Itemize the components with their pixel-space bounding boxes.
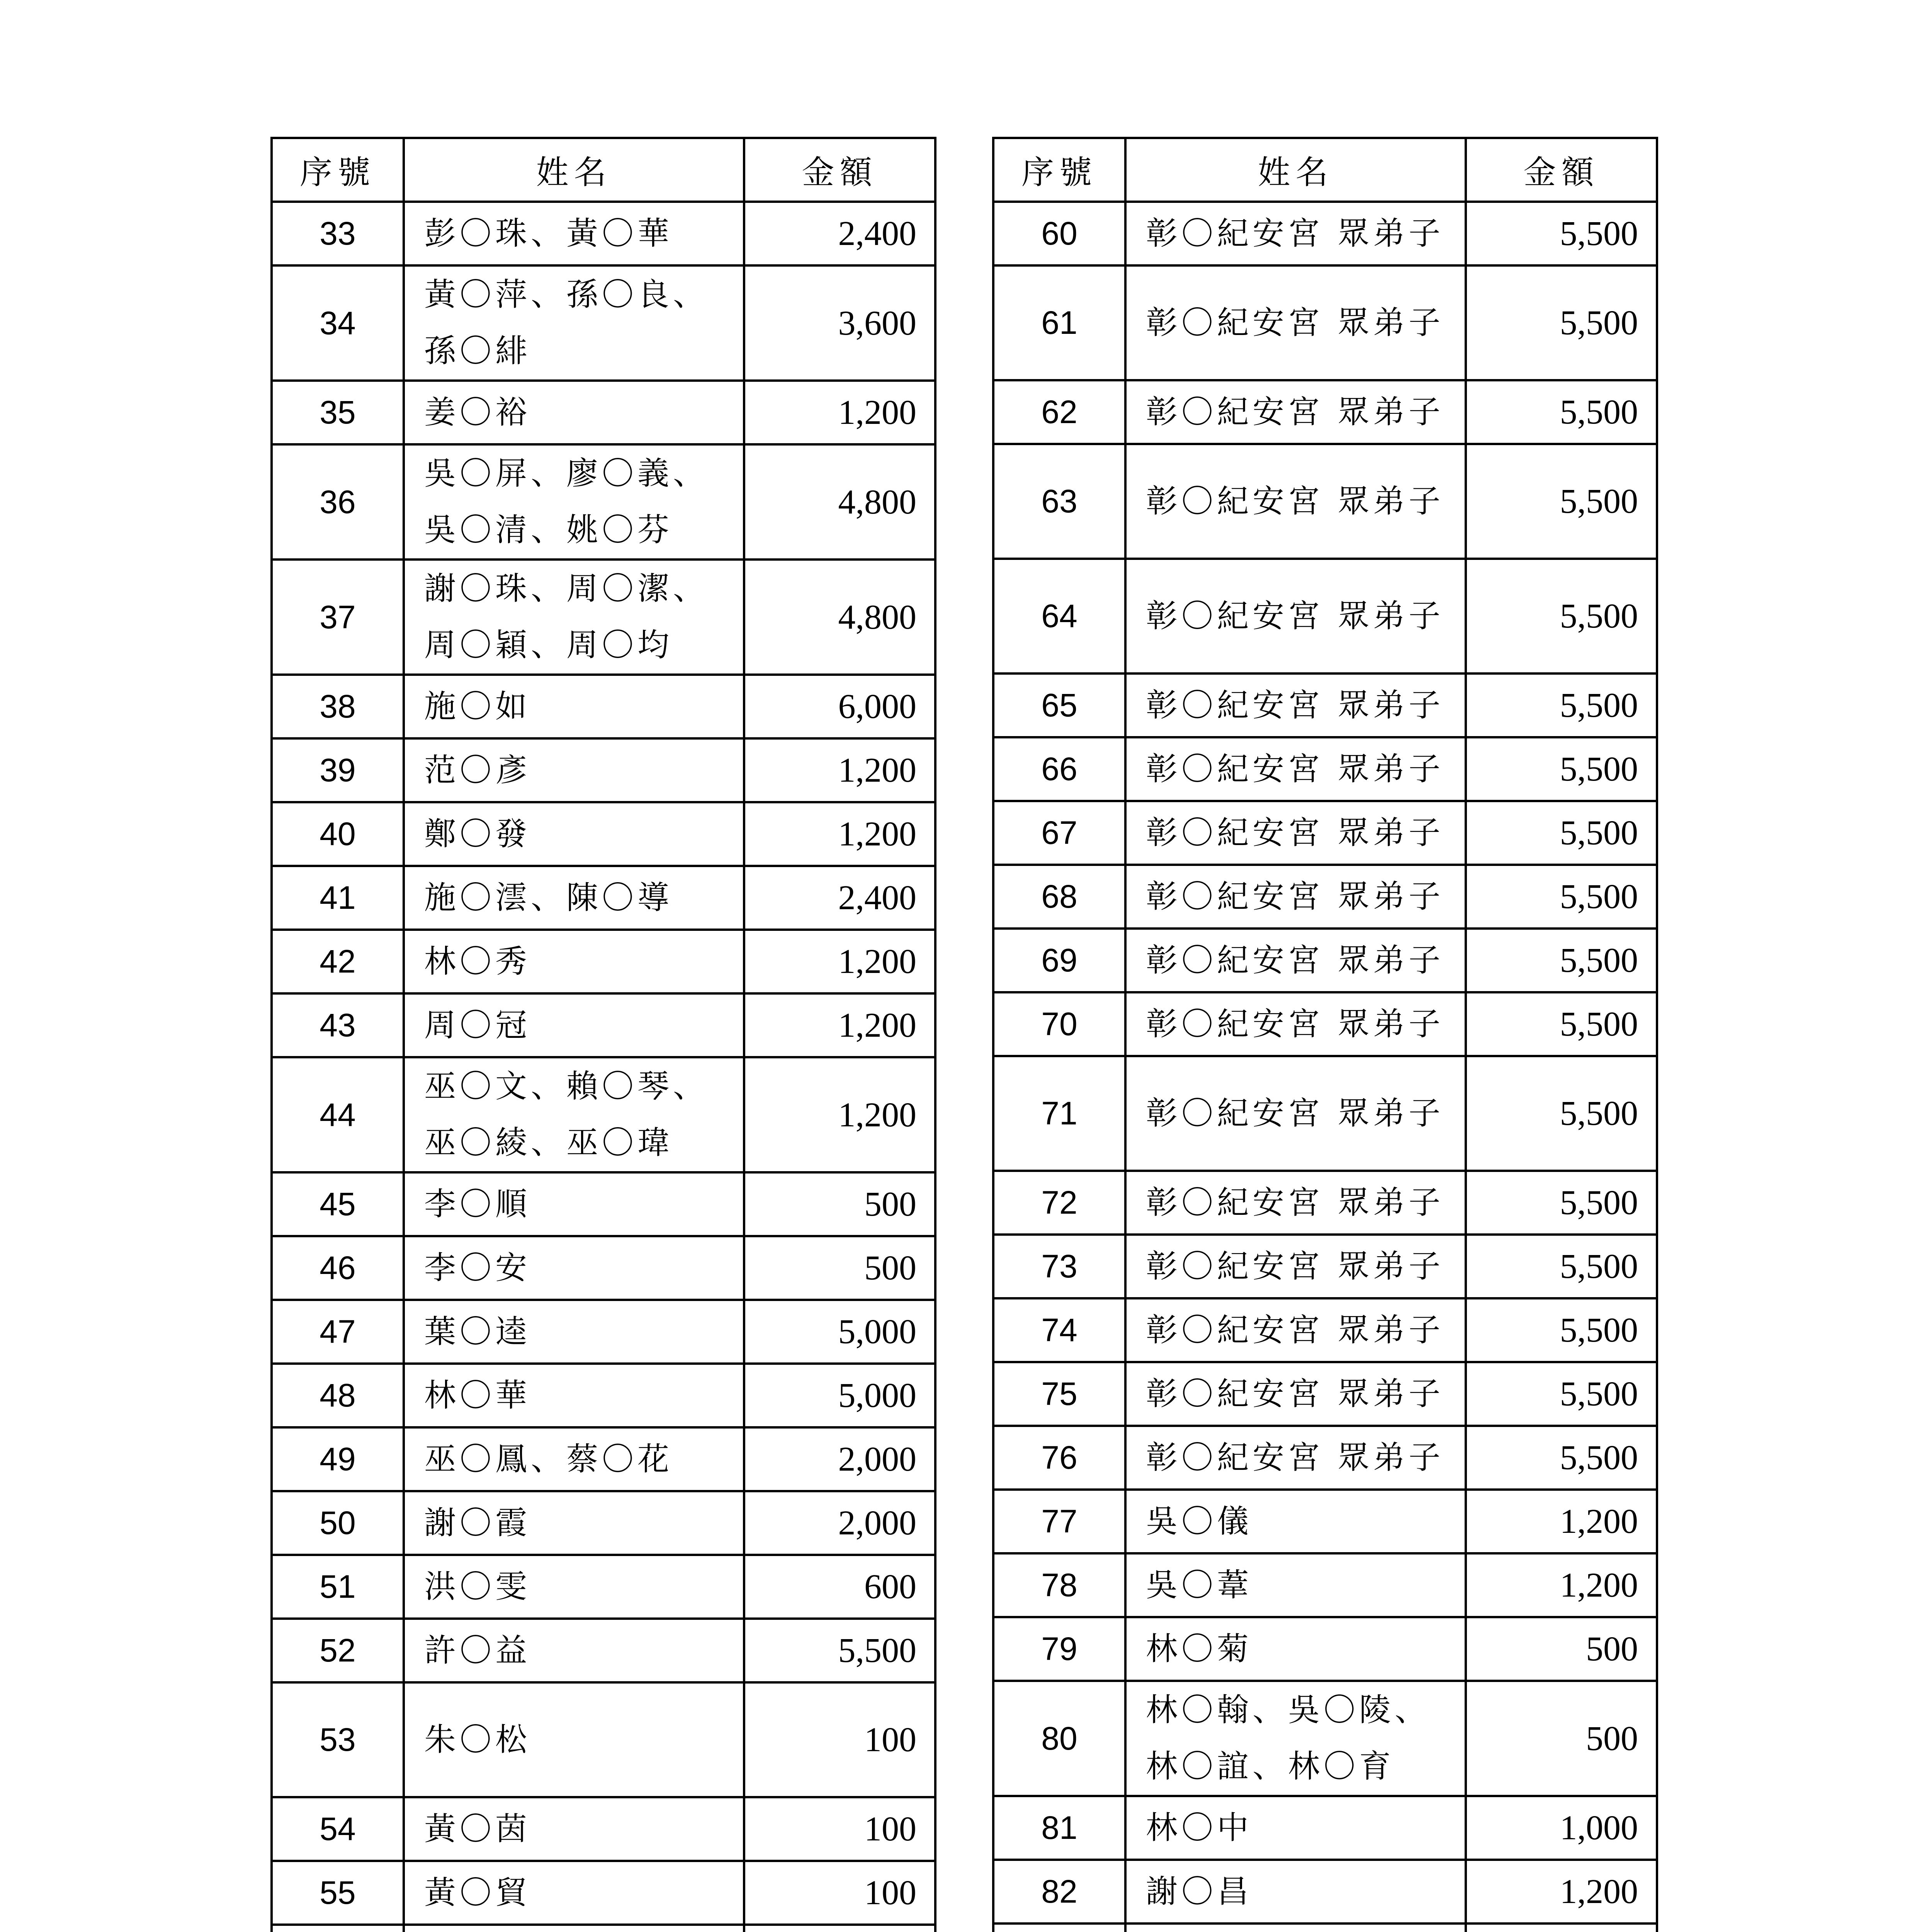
serial-number-cell: 63 [993,444,1125,559]
donor-name-cell: 彰〇紀安宮 眾弟子 [1125,202,1466,265]
table-row [993,380,1657,444]
amount-cell: 1,200 [744,738,935,802]
table-row [993,1426,1657,1490]
donor-name-cell: 洪〇雯 [404,1555,744,1619]
donor-name-cell: 彰〇紀安宮 眾弟子 [1125,1056,1466,1171]
table-row [272,1057,935,1172]
serial-number-cell: 66 [993,737,1125,801]
serial-number-cell: 72 [993,1171,1125,1235]
table-row [272,738,935,802]
donor-name-cell: 吳〇儀 [1125,1490,1466,1553]
donor-name-cell: 彰〇紀安宮 眾弟子 [1125,865,1466,929]
donor-name-cell: 鄭〇發 [404,802,744,866]
amount-cell: 5,500 [1466,737,1657,801]
donor-name-cell: 彰〇紀安宮 眾弟子 [1125,1171,1466,1235]
table-row [993,737,1657,801]
serial-number-cell: 48 [272,1364,404,1427]
table-row [993,673,1657,737]
donor-name-cell: 彰〇紀安宮 眾弟子 [1125,929,1466,992]
donor-name-cell: 林〇華 [404,1364,744,1427]
header-name: 姓名 [1125,138,1466,202]
amount-cell: 5,000 [744,1300,935,1364]
amount-cell: 2,000 [744,1491,935,1555]
serial-number-cell: 70 [993,992,1125,1056]
amount-cell: 5,500 [1466,1426,1657,1490]
table-row [272,930,935,993]
donor-name-cell: 許〇益 [404,1619,744,1682]
serial-number-cell: 50 [272,1491,404,1555]
header-amount: 金額 [1466,138,1657,202]
serial-number-cell: 78 [993,1553,1125,1617]
table-row [272,802,935,866]
donor-name-cell: 彰〇紀安宮 眾弟子 [1125,444,1466,559]
donor-name-cell: 謝〇霞 [404,1491,744,1555]
serial-number-cell: 68 [993,865,1125,929]
table-row [993,1171,1657,1235]
serial-number-cell: 54 [272,1797,404,1861]
table-header-row [993,138,1657,202]
donor-name-cell: 彰〇紀安宮 眾弟子 [1125,559,1466,673]
serial-number-cell: 43 [272,993,404,1057]
serial-number-cell: 62 [993,380,1125,444]
amount-cell: 1,200 [744,930,935,993]
table-row [993,1235,1657,1298]
serial-number-cell: 35 [272,381,404,444]
serial-number-cell: 49 [272,1427,404,1491]
table-row [272,1555,935,1619]
serial-number-cell: 67 [993,801,1125,865]
amount-cell: 5,500 [1466,992,1657,1056]
serial-number-cell: 47 [272,1300,404,1364]
donor-name-cell: 彰〇紀安宮 眾弟子 [1125,380,1466,444]
serial-number-cell [272,1925,404,1932]
table-row [272,202,935,265]
amount-cell: 100 [744,1682,935,1797]
amount-cell: 1,200 [1466,1490,1657,1553]
amount-cell: 1,200 [1466,1553,1657,1617]
serial-number-cell: 37 [272,560,404,675]
table-row [993,1681,1657,1796]
amount-cell: 4,800 [744,444,935,560]
serial-number-cell: 65 [993,673,1125,737]
table-row [993,1860,1657,1923]
donor-name-cell: 彰〇紀安宮 眾弟子 [1125,1362,1466,1426]
header-name: 姓名 [404,138,744,202]
table-row [272,265,935,381]
table-row [272,675,935,738]
table-row [272,1427,935,1491]
table-row [993,1796,1657,1860]
header-serial-number: 序號 [993,138,1125,202]
amount-cell: 3,600 [744,265,935,381]
amount-cell: 500 [1466,1681,1657,1796]
table-row [272,444,935,560]
amount-cell: 5,500 [1466,673,1657,737]
amount-cell: 5,500 [1466,265,1657,380]
donor-name-cell: 謝〇珠、周〇潔、 周〇穎、周〇均 [404,560,744,675]
table-row [272,866,935,930]
amount-cell: 1,200 [744,802,935,866]
amount-cell [744,1925,935,1932]
donor-name-cell: 彰〇紀安宮 眾弟子 [1125,737,1466,801]
table-row [993,1056,1657,1171]
donor-name-cell: 周〇冠 [404,993,744,1057]
amount-cell: 100 [744,1797,935,1861]
table-row [272,1861,935,1925]
serial-number-cell: 46 [272,1236,404,1300]
serial-number-cell: 55 [272,1861,404,1925]
serial-number-cell: 38 [272,675,404,738]
table-row [993,559,1657,673]
serial-number-cell: 33 [272,202,404,265]
amount-cell: 5,500 [1466,202,1657,265]
amount-cell: 1,200 [744,1057,935,1172]
donor-name-cell: 林〇菊 [1125,1617,1466,1681]
serial-number-cell: 44 [272,1057,404,1172]
header-serial-number: 序號 [272,138,404,202]
serial-number-cell: 79 [993,1617,1125,1681]
donor-name-cell: 黃〇萍、孫〇良、 孫〇緋 [404,265,744,381]
table-row [272,1619,935,1682]
amount-cell: 2,000 [744,1427,935,1491]
amount-cell: 2,400 [744,202,935,265]
table-row [993,929,1657,992]
serial-number-cell: 74 [993,1298,1125,1362]
amount-cell: 5,500 [1466,559,1657,673]
donor-name-cell [404,1925,744,1932]
donor-name-cell: 吳〇屏、廖〇義、 吳〇清、姚〇芬 [404,444,744,560]
amount-cell: 100 [744,1861,935,1925]
amount-cell: 5,500 [1466,801,1657,865]
donor-name-cell: 黃〇茵 [404,1797,744,1861]
table-row [272,993,935,1057]
donor-table-left [270,137,936,1932]
serial-number-cell: 34 [272,265,404,381]
donor-name-cell: 彰〇紀安宮 眾弟子 [1125,1426,1466,1490]
table-row [993,1362,1657,1426]
donor-name-cell: 彰〇紀安宮 眾弟子 [1125,1235,1466,1298]
amount-cell: 6,000 [744,675,935,738]
serial-number-cell: 81 [993,1796,1125,1860]
donor-name-cell: 朱〇松 [404,1682,744,1797]
donor-name-cell: 范〇彥 [404,738,744,802]
table-row [993,1617,1657,1681]
amount-cell: 1,200 [1466,1860,1657,1923]
amount-cell: 500 [744,1236,935,1300]
amount-cell: 5,500 [1466,865,1657,929]
amount-cell: 5,000 [744,1364,935,1427]
table-row [272,1682,935,1797]
donor-name-cell: 施〇澐、陳〇導 [404,866,744,930]
donor-name-cell: 李〇順 [404,1172,744,1236]
table-row [993,1553,1657,1617]
table-row [272,1491,935,1555]
donor-name-cell: 林〇秀 [404,930,744,993]
serial-number-cell: 40 [272,802,404,866]
serial-number-cell: 36 [272,444,404,560]
amount-cell: 5,500 [744,1619,935,1682]
amount-cell: 1,000 [1466,1796,1657,1860]
amount-cell: 1,200 [744,993,935,1057]
amount-cell: 4,800 [744,560,935,675]
table-row [272,560,935,675]
header-amount: 金額 [744,138,935,202]
table-row [993,265,1657,380]
table-row [272,1172,935,1236]
table-row [993,801,1657,865]
table-row [993,202,1657,265]
amount-cell: 5,500 [1466,1362,1657,1426]
donor-name-cell: 彰〇紀安宮 眾弟子 [1125,673,1466,737]
serial-number-cell: 42 [272,930,404,993]
amount-cell: 5,500 [1466,929,1657,992]
donor-name-cell: 吳〇葦 [1125,1553,1466,1617]
serial-number-cell: 75 [993,1362,1125,1426]
amount-cell: 5,500 [1466,444,1657,559]
donor-name-cell: 葉〇逵 [404,1300,744,1364]
table-row [272,1364,935,1427]
donor-name-cell: 黃〇貿 [404,1861,744,1925]
serial-number-cell: 39 [272,738,404,802]
donor-name-cell: 姜〇裕 [404,381,744,444]
donor-name-cell: 林〇翰、吳〇陵、 林〇誼、林〇育 [1125,1681,1466,1796]
table-row [272,1797,935,1861]
table-header-row [272,138,935,202]
amount-cell: 1,200 [744,381,935,444]
serial-number-cell: 53 [272,1682,404,1797]
serial-number-cell: 52 [272,1619,404,1682]
table-row [272,381,935,444]
serial-number-cell: 61 [993,265,1125,380]
table-row [993,865,1657,929]
donor-name-cell [1125,1923,1466,1932]
donor-name-cell: 施〇如 [404,675,744,738]
amount-cell: 5,500 [1466,1171,1657,1235]
amount-cell [1466,1923,1657,1932]
donor-table-right [992,137,1658,1932]
serial-number-cell: 60 [993,202,1125,265]
serial-number-cell: 69 [993,929,1125,992]
serial-number-cell: 76 [993,1426,1125,1490]
donor-name-cell: 彰〇紀安宮 眾弟子 [1125,992,1466,1056]
donor-name-cell: 巫〇文、賴〇琴、 巫〇綾、巫〇瑋 [404,1057,744,1172]
donor-name-cell: 彰〇紀安宮 眾弟子 [1125,801,1466,865]
donor-name-cell: 謝〇昌 [1125,1860,1466,1923]
table-row [272,1300,935,1364]
serial-number-cell: 71 [993,1056,1125,1171]
table-row [272,1236,935,1300]
donor-name-cell: 林〇中 [1125,1796,1466,1860]
donor-name-cell: 巫〇鳳、蔡〇花 [404,1427,744,1491]
donor-name-cell: 彭〇珠、黃〇華 [404,202,744,265]
amount-cell: 2,400 [744,866,935,930]
serial-number-cell: 51 [272,1555,404,1619]
serial-number-cell: 45 [272,1172,404,1236]
serial-number-cell: 77 [993,1490,1125,1553]
table-row [272,1925,935,1932]
amount-cell: 500 [1466,1617,1657,1681]
amount-cell: 5,500 [1466,380,1657,444]
amount-cell: 5,500 [1466,1235,1657,1298]
amount-cell: 5,500 [1466,1298,1657,1362]
table-row [993,1298,1657,1362]
table-row [993,1490,1657,1553]
amount-cell: 5,500 [1466,1056,1657,1171]
table-row [993,992,1657,1056]
serial-number-cell: 41 [272,866,404,930]
serial-number-cell: 64 [993,559,1125,673]
serial-number-cell: 73 [993,1235,1125,1298]
amount-cell: 600 [744,1555,935,1619]
donor-name-cell: 彰〇紀安宮 眾弟子 [1125,265,1466,380]
table-row [993,1923,1657,1932]
serial-number-cell: 80 [993,1681,1125,1796]
serial-number-cell [993,1923,1125,1932]
donor-name-cell: 彰〇紀安宮 眾弟子 [1125,1298,1466,1362]
donor-name-cell: 李〇安 [404,1236,744,1300]
serial-number-cell: 82 [993,1860,1125,1923]
table-row [993,444,1657,559]
amount-cell: 500 [744,1172,935,1236]
